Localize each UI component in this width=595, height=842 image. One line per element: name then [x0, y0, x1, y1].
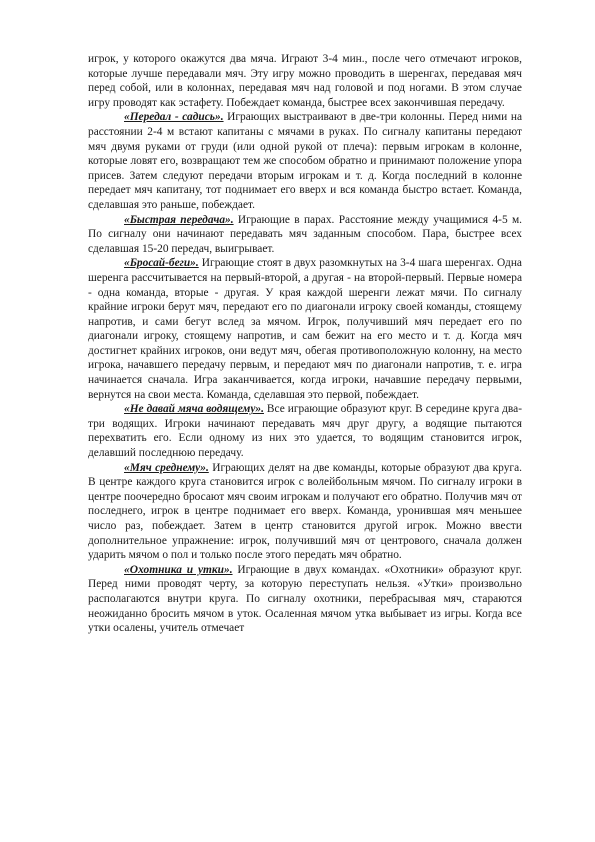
game-title: «Мяч среднему». — [124, 461, 209, 474]
game-title: «Не давай мяча водящему». — [124, 403, 264, 416]
paragraph-text: Играющие стоят в двух разомкнутых на 3-4 шага шеренгах. Одна шеренга рассчитывается на первый-второй, а другая - на второй-первый. Первые номера - одна команда, вторые - другая. У края каждой шеренги лежат мячи. По сигналу крайние игроки берут мяч, передают его по диагонали игроку своей команды, стоящему напротив, и сами бегут вслед за мячом. Игрок, получивший мяч передает его по диагонали игроку, стоящему напротив, и сам бежит на его место и т. д. Когда мяч достигнет крайних игроков, они ведут мяч, обегая противоположную колонну, на место игрока, начавшего передачу первым, и передают мяч по диагонали напротив, т. е. игра начинается сначала. Игра заканчивается, когда игроки, начавшие передачу первыми, вернутся на свои места. Команда, сделавшая это первой, побеждает. — [88, 257, 522, 401]
paragraph-text: Все играющие образуют круг. В середине круга два-три водящих. Игроки начинают передавать мяч друг другу, а водящие пытаются перехватить его. Если одному из них это удается, то водящим становится игрок, делавший последнюю передачу. — [88, 403, 522, 460]
paragraph-text: Играющих выстраивают в две-три колонны. Перед ними на расстоянии 2-4 м встают капитаны с мячами в руках. По сигналу капитаны передают мяч двумя руками от груди (или одной рукой от плеча): первым игрокам в колонне, которые ловят его, возвращают тем же способом обратно и принимают положение упора присев. Затем следуют передачи вторым игрокам и т. д. Когда последний в колонне передает мяч капитану, тот поднимает его вверх и вся команда быстро встает. Команда, сделавшая это раньше, побеждает. — [88, 111, 522, 211]
paragraph-text: Играющие в двух командах. «Охотники» образуют круг. Перед ними проводят черту, за которую переступать нельзя. «Утки» произвольно располагаются внутри круга. По сигналу охотники, перебрасывая мяч, стараются неожиданно бросить мячом в уток. Осаленная мячом утка выбывает из игры. Когда все утки осалены, учитель отмечает — [88, 563, 522, 635]
game-paragraph-brosai-begi — [88, 256, 522, 402]
paragraph-text: Играющих делят на две команды, которые образуют два круга. В центре каждого круга становится игрок с волейбольным мячом. По сигналу игроки в центре поочередно бросают мяч своим игрокам и получают его обратно. Получив мяч от последнего, игрок в центре поднимает его вверх. Команда, уронившая мяч меньшее число раз, побеждает. Затем в центр становится другой игрок. Можно ввести дополнительное упражнение: игрок, получивший мяч от центрового, сначала должен ударить мячом о пол и только после этого передать мяч обратно. — [88, 461, 522, 562]
paragraph-continuation — [88, 52, 522, 110]
paragraph-text: игрок, у которого окажутся два мяча. Играют 3-4 мин., после чего отмечают игроков, которые лучше передавали мяч. Эту игру можно проводить в шеренгах, передавая мяч перед собой, или в колоннах, передавая мяч над головой и под ногами. В этом случае игру проводят как эстафету. Побеждает команда, быстрее всех закончившая передачу. — [88, 53, 522, 109]
game-paragraph-myach-srednemu — [88, 461, 522, 563]
paragraph-text: Играющие в парах. Расстояние между учащимися 4-5 м. По сигналу они начинают передавать мяч заданным способом. Пара, быстрее всех сделавшая 15-20 передач, выигрывает. — [88, 213, 522, 255]
game-title: «Быстрая передача». — [124, 213, 234, 226]
game-paragraph-ne-davai-myacha — [88, 402, 522, 460]
document-page — [88, 52, 522, 636]
game-title: «Передал - садись». — [124, 111, 224, 124]
game-paragraph-peredal-sadis — [88, 110, 522, 212]
game-paragraph-okhotniki-i-utki — [88, 563, 522, 636]
game-title: «Охотника и утки». — [124, 563, 233, 576]
game-paragraph-bystraya-peredacha — [88, 213, 522, 257]
game-title: «Бросай-беги». — [124, 257, 199, 270]
